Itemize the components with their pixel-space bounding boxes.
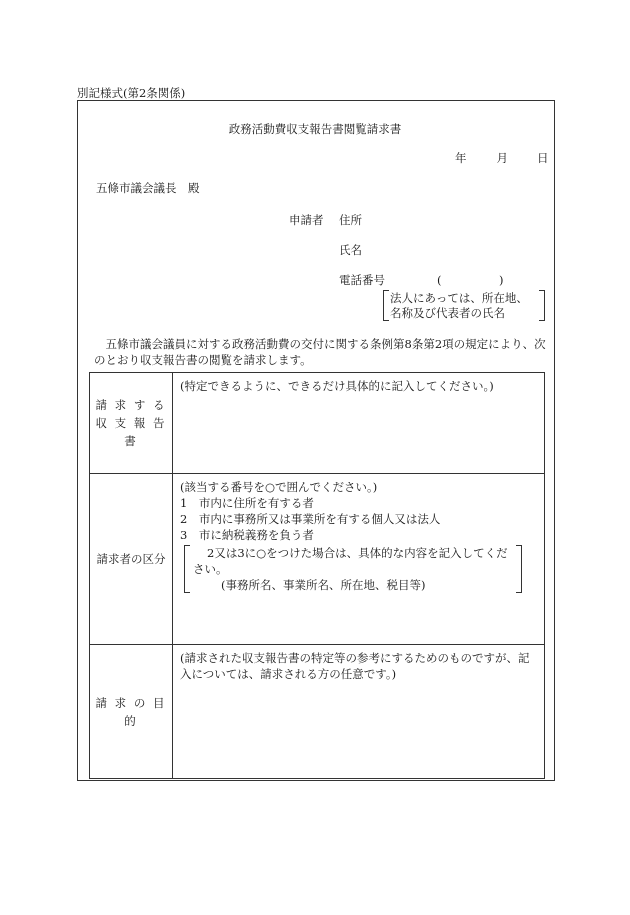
category-label: 請求者の区分: [96, 552, 166, 566]
report-input-cell[interactable]: [173, 373, 545, 474]
report-label-line2: 収 支 報 告 書: [95, 416, 167, 448]
date-line: [455, 150, 549, 166]
name-label: 氏名: [339, 243, 362, 257]
addressee: 五條市議会議長 殿: [96, 181, 200, 195]
detail-note-line1: 2又は3に○をつけた場合は、具体的な内容を記入してくだ: [207, 546, 508, 560]
corp-note-line2: 名称及び代表者の氏名: [390, 306, 505, 320]
purpose-label-cell: [90, 645, 173, 779]
phone-label: 電話番号: [339, 273, 385, 287]
detail-note-line2: さい。: [193, 562, 228, 576]
category-input-cell[interactable]: [173, 474, 545, 645]
category-option-1[interactable]: 1 市内に住所を有する者: [180, 496, 314, 510]
detail-note-line3: (事務所名、事業所名、所在地、税目等): [221, 578, 426, 592]
report-label-line1: 請 求 す る: [95, 398, 167, 412]
request-table: [89, 372, 545, 779]
phone-parentheses: ( ): [437, 273, 504, 287]
month-label: 月: [496, 151, 508, 165]
table-row: [90, 373, 545, 474]
category-option-2[interactable]: 2 市内に事務所又は事業所を有する個人又は法人: [180, 512, 441, 526]
page-title: 政務活動費収支報告書閲覧請求書: [228, 122, 402, 136]
year-label: 年: [455, 151, 467, 165]
report-label: [90, 396, 172, 450]
table-row: [90, 474, 545, 645]
table-row: [90, 645, 545, 779]
applicant-label: 申請者: [289, 213, 324, 227]
purpose-instruction: (請求された収支報告書の特定等の参考にするためのものですが、記入については、請求される方の任意です。): [180, 651, 530, 681]
report-instruction: (特定できるように、できるだけ具体的に記入してください。): [180, 379, 494, 393]
corporation-note: [383, 290, 545, 321]
report-label-cell: [90, 373, 173, 474]
purpose-input-cell[interactable]: [173, 645, 545, 779]
category-label-cell: [90, 474, 173, 645]
category-option-3[interactable]: 3 市に納税義務を負う者: [180, 528, 314, 542]
purpose-label: 請 求 の 目 的: [95, 695, 167, 728]
category-instruction: (該当する番号を○で囲んでください。): [180, 480, 378, 494]
category-detail-note: [184, 545, 522, 593]
form-label: 別記様式(第2条関係): [77, 86, 186, 100]
address-label: 住所: [339, 213, 362, 227]
request-statement: 五條市議会議員に対する政務活動費の交付に関する条例第8条第2項の規定により、次のとおり収支報告書の閲覧を請求します。: [94, 337, 546, 367]
day-label: 日: [537, 151, 549, 165]
corp-note-line1: 法人にあっては、所在地、: [390, 291, 528, 305]
